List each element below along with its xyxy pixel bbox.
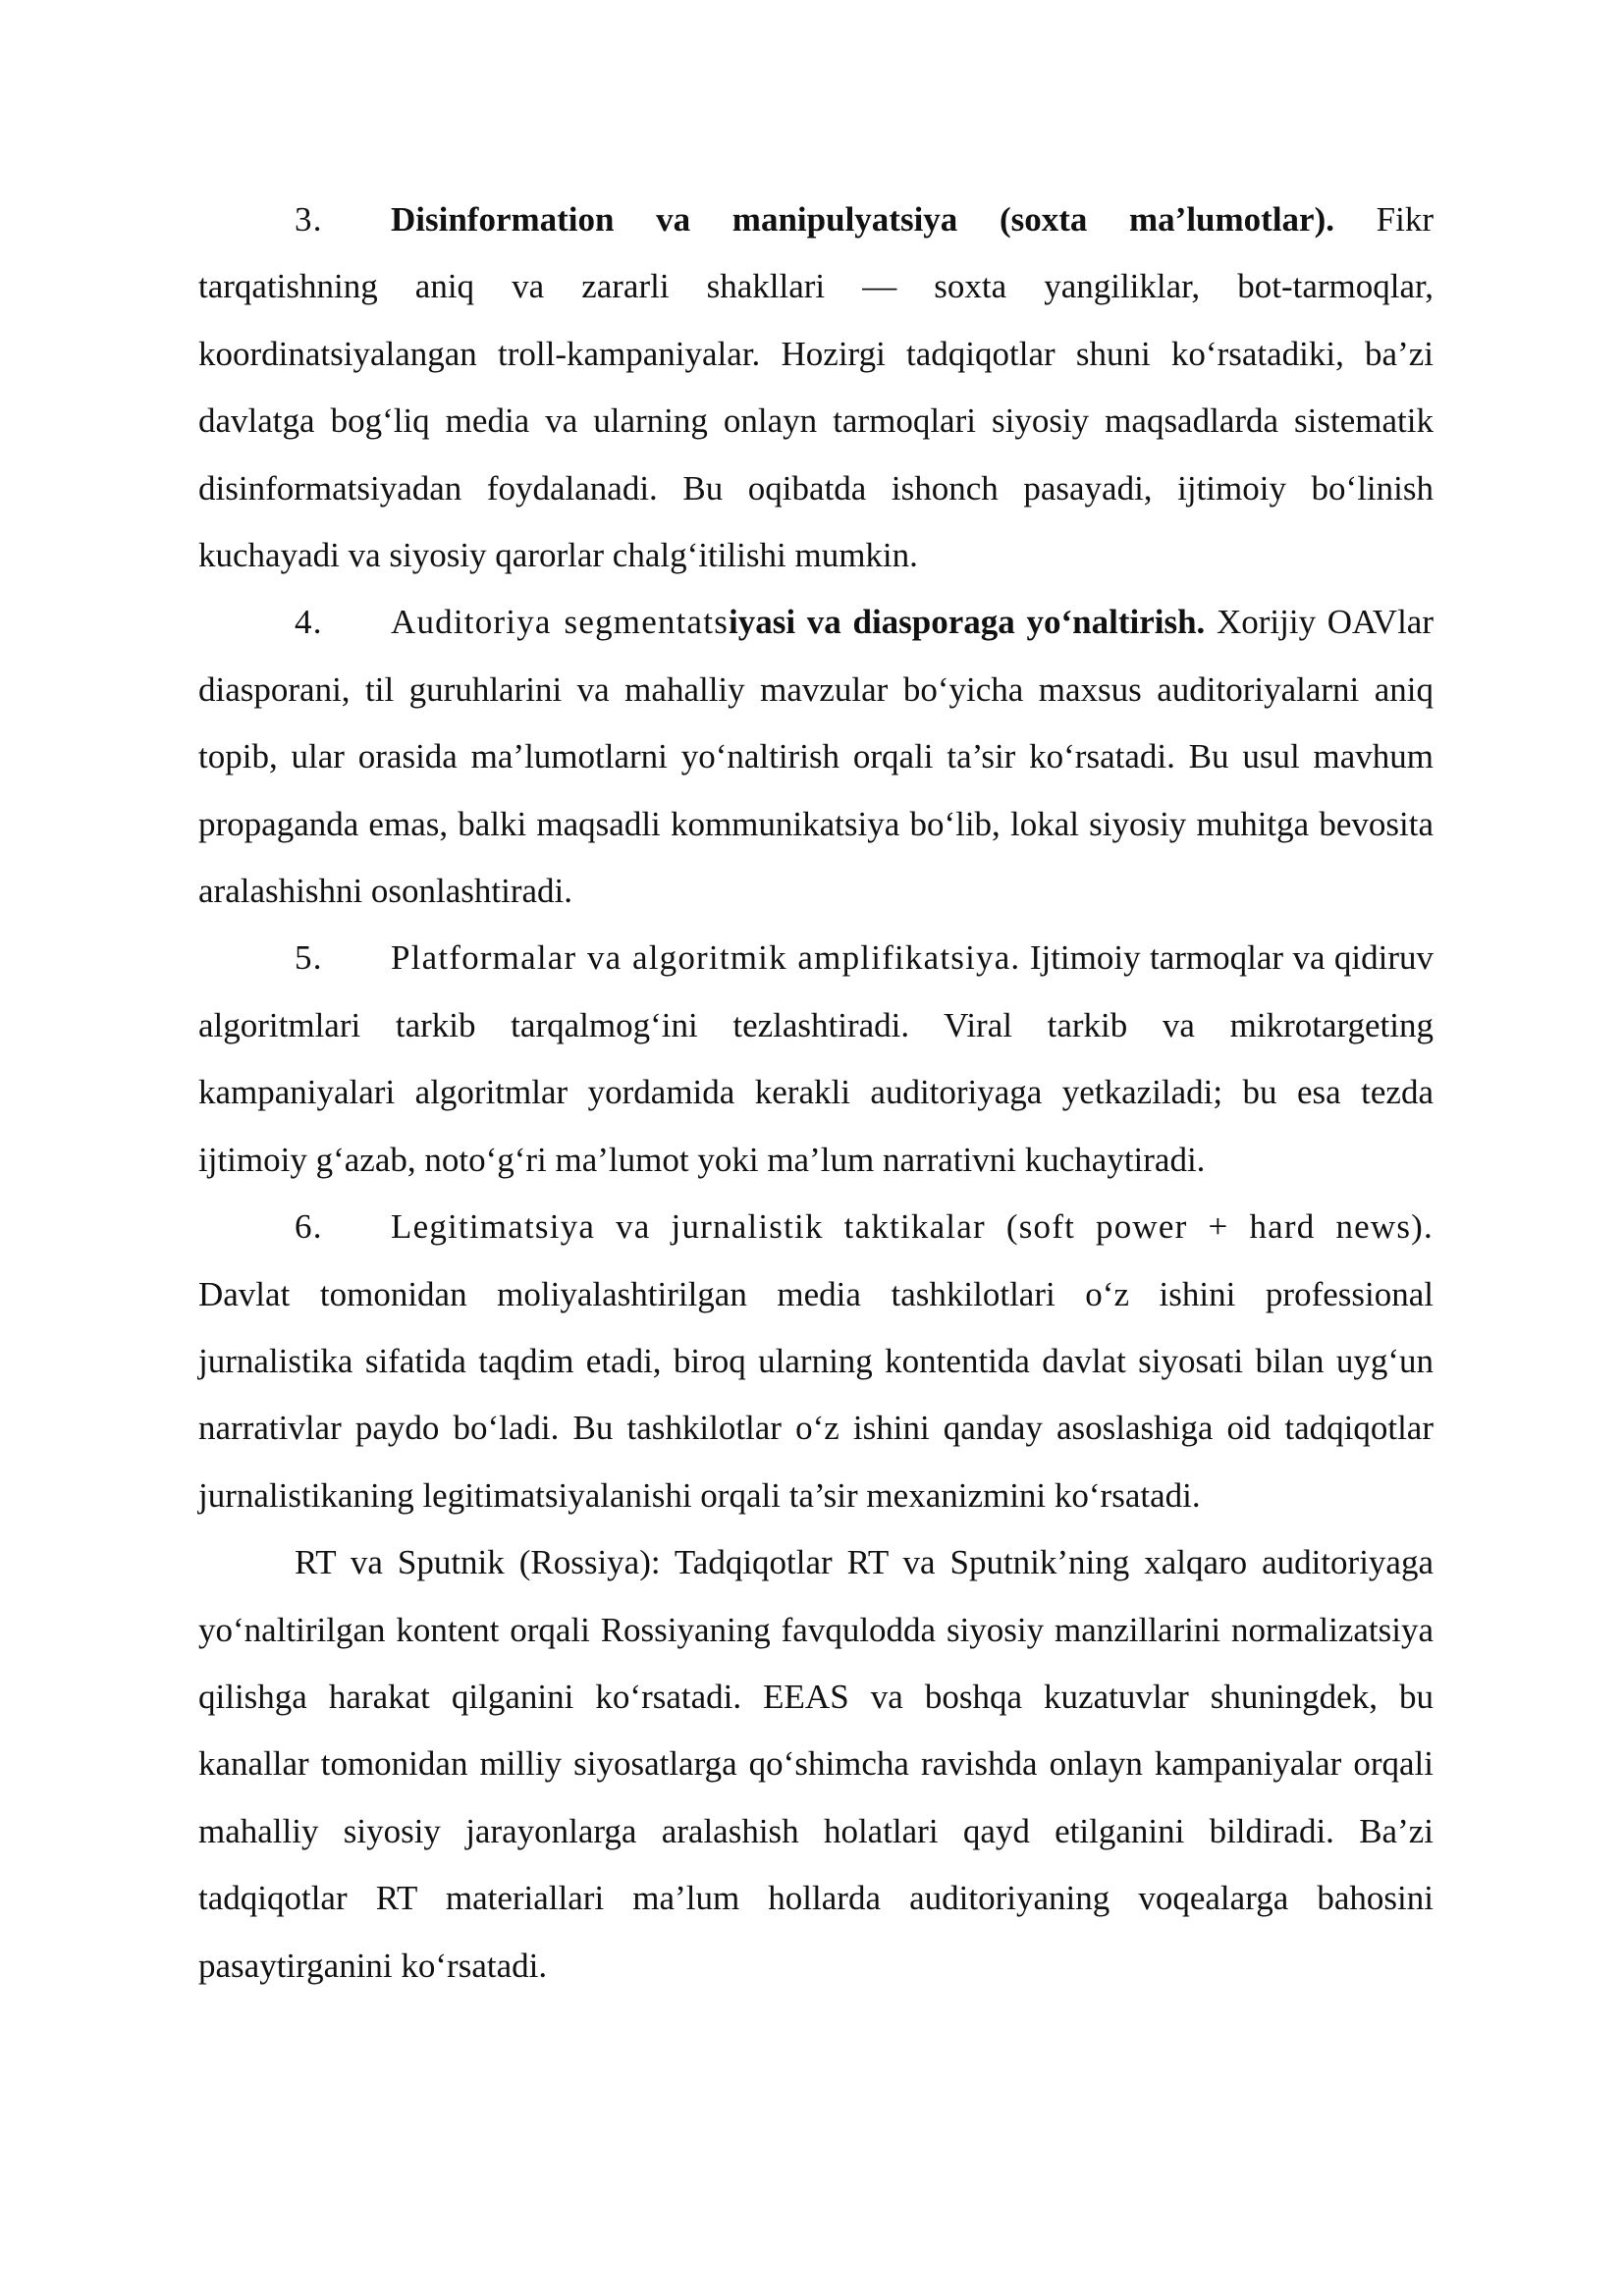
document-page [198,187,1442,2000]
item-heading-plain: Legitimatsiya va jurnalistik taktikalar (soft power + hard news). [391,1207,1434,1247]
item-number: 3. [295,200,323,239]
item-number: 6. [295,1207,323,1247]
list-item-3 [198,187,1442,589]
item-body: Fikr tarqatishning aniq va zararli shakllari — soxta yangiliklar, bot-tarmoqlar, koordinatsiyalangan troll-kampaniyalar. Hozirgi tadqiqotlar shuni ko‘rsatadiki, ba’zi davlatga bog‘liq media va ularning onlayn tarmoqlari siyosiy maqsadlarda sistematik disinformatsiyadan foydalanadi. Bu oqibatda ishonch pasayadi, ijtimoiy bo‘linish kuchayadi va siyosiy qarorlar chalg‘itilishi mumkin. [198,200,1442,575]
item-number: 4. [295,603,323,642]
list-item-5 [198,925,1442,1194]
item-heading-plain: Platformalar va algoritmik amplifikatsiya. [391,938,1021,978]
item-body: Ijtimoiy tarmoqlar va qidiruv algoritmlari tarkib tarqalmog‘ini tezlashtiradi. Viral tarkib va mikrotargeting kampaniyalari algoritmlar yordamida kerakli auditoriyaga yetkaziladi; bu esa tezda ijtimoiy g‘azab, noto‘g‘ri ma’lumot yoki ma’lum narrativni kuchaytiradi. [198,938,1442,1179]
closing-paragraph: RT va Sputnik (Rossiya): Tadqiqotlar RT va Sputnik’ning xalqaro auditoriyaga yo‘naltirilgan kontent orqali Rossiyaning favqulodda siyosiy manzillarini normalizatsiya qilishga harakat qilganini ko‘rsatadi. EEAS va boshqa kuzatuvlar shuningdek, bu kanallar tomonidan milliy siyosatlarga qo‘shimcha ravishda onlayn kampaniyalar orqali mahalliy siyosiy jarayonlarga aralashish holatlari qayd etilganini bildiradi. Ba’zi tadqiqotlar RT materiallari ma’lum hollarda auditoriyaning voqealarga bahosini pasaytirganini ko‘rsatadi. [198,1543,1442,1985]
list-item-4 [198,589,1442,925]
item-heading-bold: Disinformation va manipulyatsiya (soxta ma’lumotlar). [391,200,1334,239]
item-heading-bold: iyasi va diasporaga yo‘naltirish. [729,603,1206,642]
item-heading-plain: Auditoriya segmentats [391,603,730,642]
list-item-6 [198,1194,1442,1529]
item-body: Davlat tomonidan moliyalashtirilgan media tashkilotlari o‘z ishini professional jurnalistika sifatida taqdim etadi, biroq ularning kontentida davlat siyosati bilan uyg‘un narrativlar paydo bo‘ladi. Bu tashkilotlar o‘z ishini qanday asoslashiga oid tadqiqotlar jurnalistikaning legitimatsiyalanishi orqali ta’sir mexanizmini ko‘rsatadi. [198,1274,1442,1515]
item-number: 5. [295,938,323,978]
item-body: Xorijiy OAVlar diasporani, til guruhlarini va mahalliy mavzular bo‘yicha maxsus auditoriyalarni aniq topib, ular orasida ma’lumotlarni yo‘naltirish orqali ta’sir ko‘rsatadi. Bu usul mavhum propaganda emas, balki maqsadli kommunikatsiya bo‘lib, lokal siyosiy muhitga bevosita aralashishni osonlashtiradi. [198,603,1442,911]
